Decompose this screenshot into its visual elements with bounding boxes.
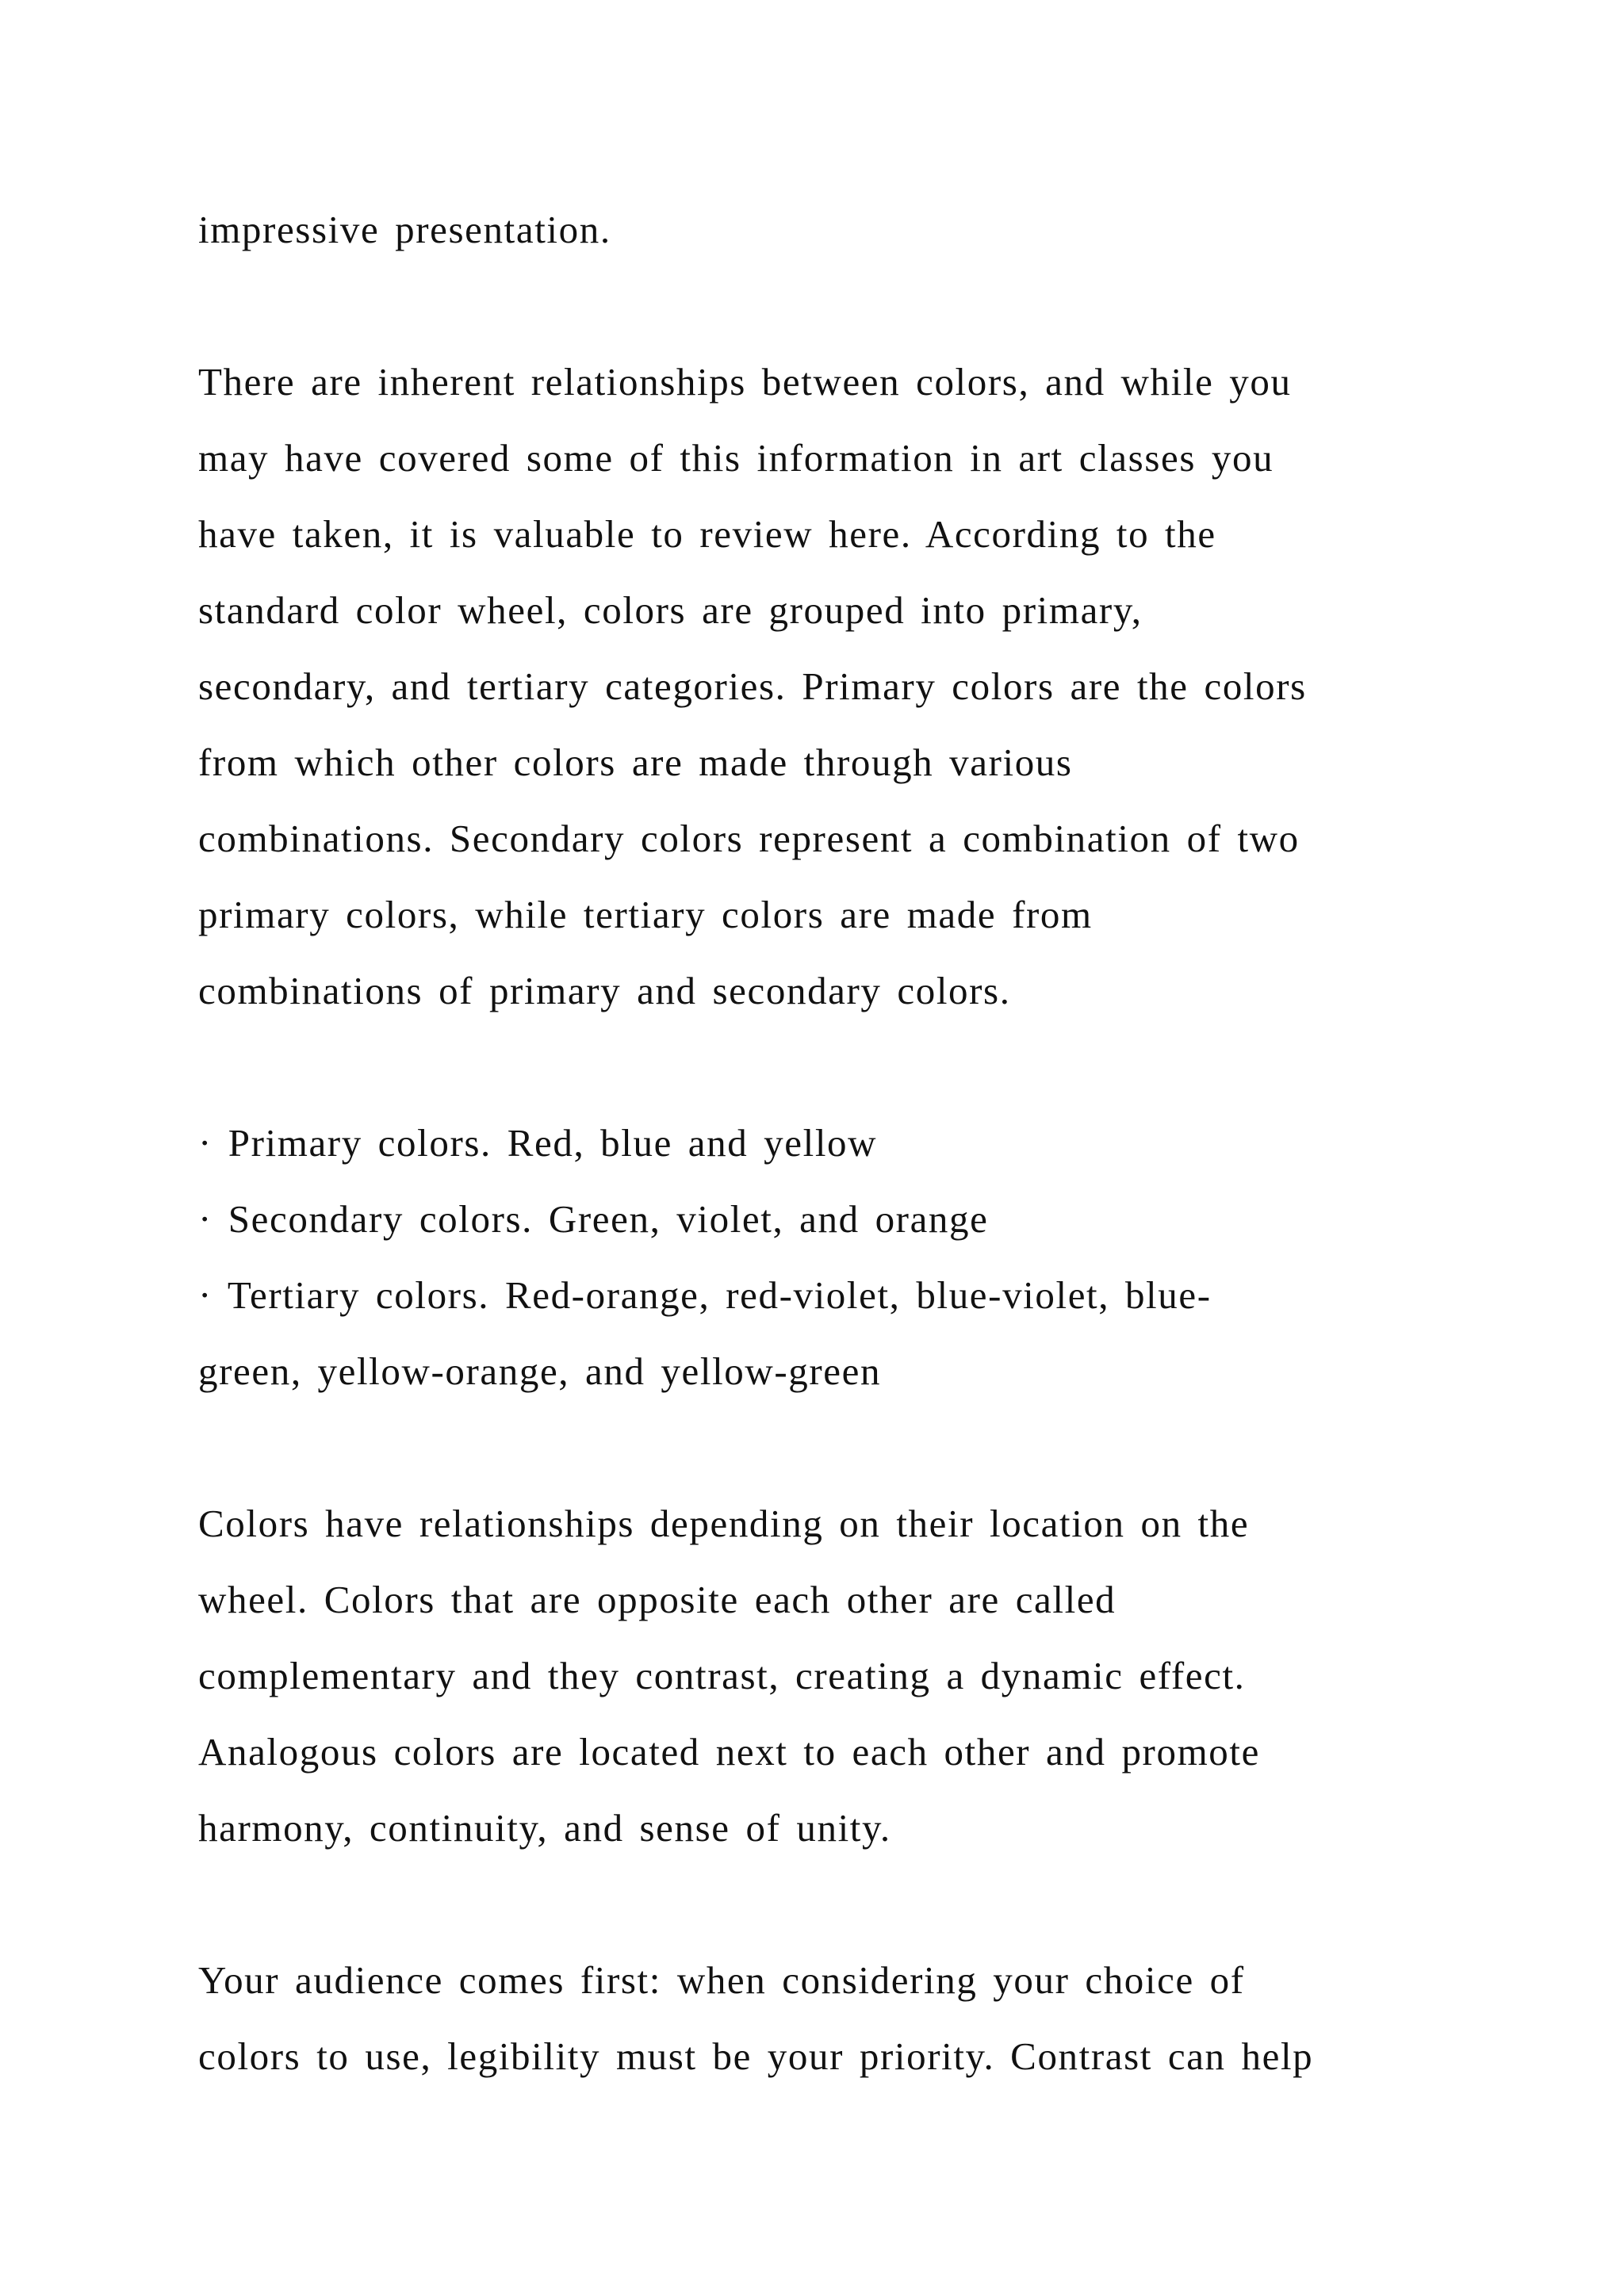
- text-line: Colors have relationships depending on their location on the: [198, 1502, 1250, 1545]
- paragraph-gap: [198, 1410, 1467, 1486]
- text-line: impressive presentation.: [198, 208, 611, 251]
- text-line: may have covered some of this information in art classes you: [198, 436, 1274, 480]
- body-text: [198, 192, 1467, 2095]
- text-line: wheel. Colors that are opposite each other are called: [198, 1578, 1116, 1621]
- text-line: colors to use, legibility must be your priority. Contrast can help: [198, 2034, 1314, 2078]
- text-line: Analogous colors are located next to each other and promote: [198, 1730, 1260, 1774]
- text-line: standard color wheel, colors are grouped into primary,: [198, 588, 1143, 632]
- text-line: harmony, continuity, and sense of unity.: [198, 1806, 891, 1850]
- paragraph-gap: [198, 1029, 1467, 1105]
- text-line: primary colors, while tertiary colors are made from: [198, 893, 1093, 936]
- text-line: combinations of primary and secondary colors.: [198, 969, 1011, 1012]
- paragraph-gap: [198, 1866, 1467, 1942]
- paragraph-gap: [198, 268, 1467, 344]
- text-line: combinations. Secondary colors represent a combination of two: [198, 817, 1300, 860]
- text-line: from which other colors are made through various: [198, 740, 1073, 784]
- bullet-item: · Secondary colors. Green, violet, and orange: [198, 1197, 989, 1241]
- text-line: secondary, and tertiary categories. Primary colors are the colors: [198, 664, 1307, 708]
- text-line: complementary and they contrast, creating a dynamic effect.: [198, 1654, 1246, 1697]
- text-line: There are inherent relationships between colors, and while you: [198, 360, 1292, 404]
- bullet-item: · Tertiary colors. Red-orange, red-violet, blue-violet, blue-: [198, 1273, 1212, 1317]
- text-line: Your audience comes first: when considering your choice of: [198, 1958, 1245, 2002]
- bullet-item: · Primary colors. Red, blue and yellow: [198, 1121, 878, 1165]
- bullet-item-continuation: green, yellow-orange, and yellow-green: [198, 1349, 882, 1393]
- text-line: have taken, it is valuable to review here. According to the: [198, 512, 1216, 556]
